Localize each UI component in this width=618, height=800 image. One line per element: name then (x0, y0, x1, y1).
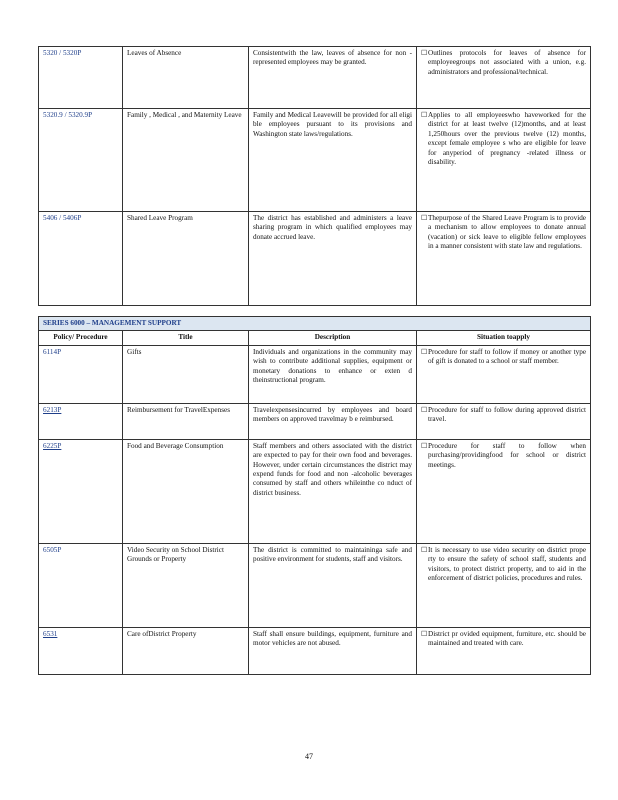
table-row (39, 403, 591, 439)
policy-title: Reimbursement for TravelExpenses (123, 403, 249, 439)
policy-code-link[interactable]: 6213P (39, 403, 123, 439)
table-row (39, 627, 591, 674)
table-header-row (39, 331, 591, 345)
table-row (39, 47, 591, 109)
policy-description: The district is committed to maintaininga safe and positive environment for students, staff and visitors. (249, 543, 417, 627)
table-row (39, 109, 591, 212)
policy-code: 5406 / 5406P (39, 212, 123, 306)
policy-code: 5320.9 / 5320.9P (39, 109, 123, 212)
policy-code: 5320 / 5320P (39, 47, 123, 109)
checkbox-bullet-icon: ☐ (421, 111, 428, 119)
policy-situation: ☐ District pr ovided equipment, furniture, etc. should be maintained and treated with care. (417, 627, 591, 674)
policy-situation: ☐ Outlines protocols for leaves of absence for employeegroups not associated with a union, e.g. administrators and professional/technical. (417, 47, 591, 109)
policy-description: Staff members and others associated with the district are expected to pay for their own food and beverages. However, under certain circumstances the district may expend funds for food and non -alcoholic beverages consumed by staff and others whileinthe co nduct of district business. (249, 439, 417, 543)
policy-description: The district has established and administers a leave sharing program in which qualified employees may donate accrued leave. (249, 212, 417, 306)
policy-code-link[interactable]: 6225P (39, 439, 123, 543)
page-number: 47 (305, 752, 313, 761)
policy-title: Video Security on School District Grounds or Property (123, 543, 249, 627)
table-row (39, 439, 591, 543)
column-header-situation: Situation toapply (417, 331, 591, 345)
policy-description: Staff shall ensure buildings, equipment, furniture and motor vehicles are not abused. (249, 627, 417, 674)
checkbox-bullet-icon: ☐ (421, 347, 428, 356)
policy-situation: ☐ It is necessary to use video security on district prope rty to ensure the safety of school staff, students and visitors, to protect district property, and to aid in the enforcement of district policies, procedures and rules. (417, 543, 591, 627)
policy-situation: ☐ Procedure for staff to follow if money or another type of gift is donated to a school or staff member. (417, 345, 591, 403)
policy-title: Family , Medical , and Maternity Leave (123, 109, 249, 212)
policy-code: 6505P (39, 543, 123, 627)
policy-situation: ☐ Applies to all employeeswho haveworked for the district for at least twelve (12)months, and at least 1,250hours over the previous twelve (12) months, except female employee s who are eligible for leave for anyperiod of pregnancy -related illness or disability. (417, 109, 591, 212)
column-header-policy: Policy/ Procedure (39, 331, 123, 345)
policy-situation: ☐ Procedure for staff to follow when purchasing/providingfood for school or district meetings. (417, 439, 591, 543)
checkbox-bullet-icon: ☐ (421, 49, 428, 57)
checkbox-bullet-icon: ☐ (421, 629, 428, 638)
policy-code-link[interactable]: 6531 (39, 627, 123, 674)
policy-description: Consistentwith the law, leaves of absence for non -represented employees may be granted. (249, 47, 417, 109)
series-heading-row (39, 317, 591, 331)
table-row (39, 345, 591, 403)
checkbox-bullet-icon: ☐ (421, 214, 428, 222)
policy-title: Care ofDistrict Property (123, 627, 249, 674)
policy-title: Leaves of Absence (123, 47, 249, 109)
policy-situation: ☐ Thepurpose of the Shared Leave Program is to provide a mechanism to allow employees to donate annual (vacation) or sick leave to eligible fellow employees in a manner consistent with state law and regulations. (417, 212, 591, 306)
checkbox-bullet-icon: ☐ (421, 441, 428, 450)
policy-code: 6114P (39, 345, 123, 403)
policy-description: Individuals and organizations in the community may wish to contribute additional supplies, equipment or monetary donations to enhance or exten d theinstructional program. (249, 345, 417, 403)
checkbox-bullet-icon: ☐ (421, 405, 428, 414)
policy-title: Gifts (123, 345, 249, 403)
column-header-description: Description (249, 331, 417, 345)
column-header-title: Title (123, 331, 249, 345)
policy-title: Shared Leave Program (123, 212, 249, 306)
series-6000-table (38, 316, 591, 675)
policy-title: Food and Beverage Consumption (123, 439, 249, 543)
policy-situation: ☐ Procedure for staff to follow during approved district travel. (417, 403, 591, 439)
table-row (39, 212, 591, 306)
policy-description: Family and Medical Leavewill be provided for all eligi ble employees pursuant to its provisions and Washington state laws/regulations. (249, 109, 417, 212)
policy-description: Travelexpensesincurred by employees and board members on approved travelmay b e reimbursed. (249, 403, 417, 439)
series-5000-table (38, 46, 591, 306)
checkbox-bullet-icon: ☐ (421, 545, 428, 554)
series-heading: SERIES 6000 – MANAGEMENT SUPPORT (39, 317, 591, 331)
table-row (39, 543, 591, 627)
